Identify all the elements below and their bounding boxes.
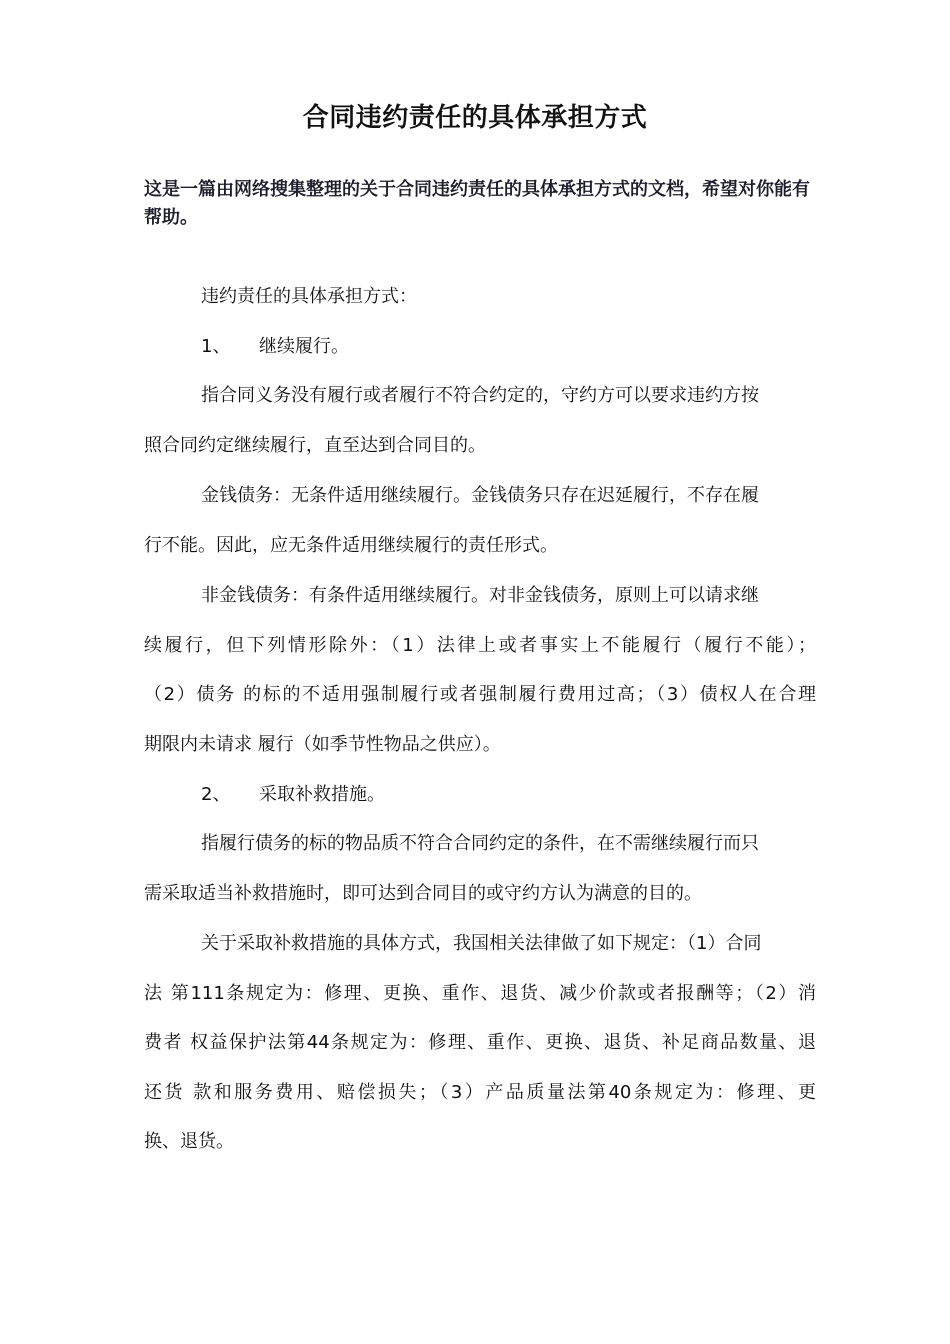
p5-line-5: 换、退货。 bbox=[144, 1131, 234, 1152]
intro-paragraph: 这是一篇由网络搜集整理的关于合同违约责任的具体承担方式的文档，希望对你能有帮助。 bbox=[144, 179, 810, 228]
section-heading: 违约责任的具体承担方式： bbox=[201, 286, 417, 307]
p1-line-1: 指合同义务没有履行或者履行不符合约定的，守约方可以要求违约方按 bbox=[201, 385, 759, 406]
p5-line-3: 费者 权益保护法第44条规定为：修理、重作、更换、退货、补足商品数量、退 bbox=[144, 1032, 816, 1053]
p3-line-3: （2）债务 的标的不适用强制履行或者强制履行费用过高；（3）债权人在合理 bbox=[144, 684, 816, 705]
p3-line-1: 非金钱债务：有条件适用继续履行。对非金钱债务，原则上可以请求继 bbox=[201, 585, 759, 606]
p5-line-2: 法 第111条规定为：修理、更换、重作、退货、减少价款或者报酬等；（2）消 bbox=[144, 983, 816, 1004]
p4-line-2: 需采取适当补救措施时，即可达到合同目的或守约方认为满意的目的。 bbox=[144, 883, 702, 904]
list-item-2-number: 2、 bbox=[201, 784, 231, 805]
list-item-1-number: 1、 bbox=[201, 336, 231, 357]
p2-line-1: 金钱债务：无条件适用继续履行。金钱债务只存在迟延履行，不存在履 bbox=[201, 485, 759, 506]
p4-line-1: 指履行债务的标的物品质不符合合同约定的条件，在不需继续履行而只 bbox=[201, 833, 759, 854]
list-item-2 bbox=[201, 780, 385, 810]
p5-line-4: 还货 款和服务费用、赔偿损失；（3）产品质量法第40条规定为：修理、更 bbox=[144, 1082, 816, 1103]
list-item-1-label: 继续履行。 bbox=[259, 336, 349, 357]
p1-line-2: 照合同约定继续履行，直至达到合同目的。 bbox=[144, 435, 486, 456]
p3-line-4: 期限内未请求 履行（如季节性物品之供应）。 bbox=[144, 734, 501, 755]
document-title: 合同违约责任的具体承担方式 bbox=[302, 103, 648, 133]
p3-line-2: 续履行，但下列情形除外：（1）法律上或者事实上不能履行（履行不能）； bbox=[144, 635, 816, 656]
p5-line-1: 关于采取补救措施的具体方式，我国相关法律做了如下规定：（1）合同 bbox=[201, 933, 762, 954]
list-item-2-label: 采取补救措施。 bbox=[259, 784, 385, 805]
list-item-1 bbox=[201, 332, 349, 362]
p2-line-2: 行不能。因此，应无条件适用继续履行的责任形式。 bbox=[144, 535, 558, 556]
